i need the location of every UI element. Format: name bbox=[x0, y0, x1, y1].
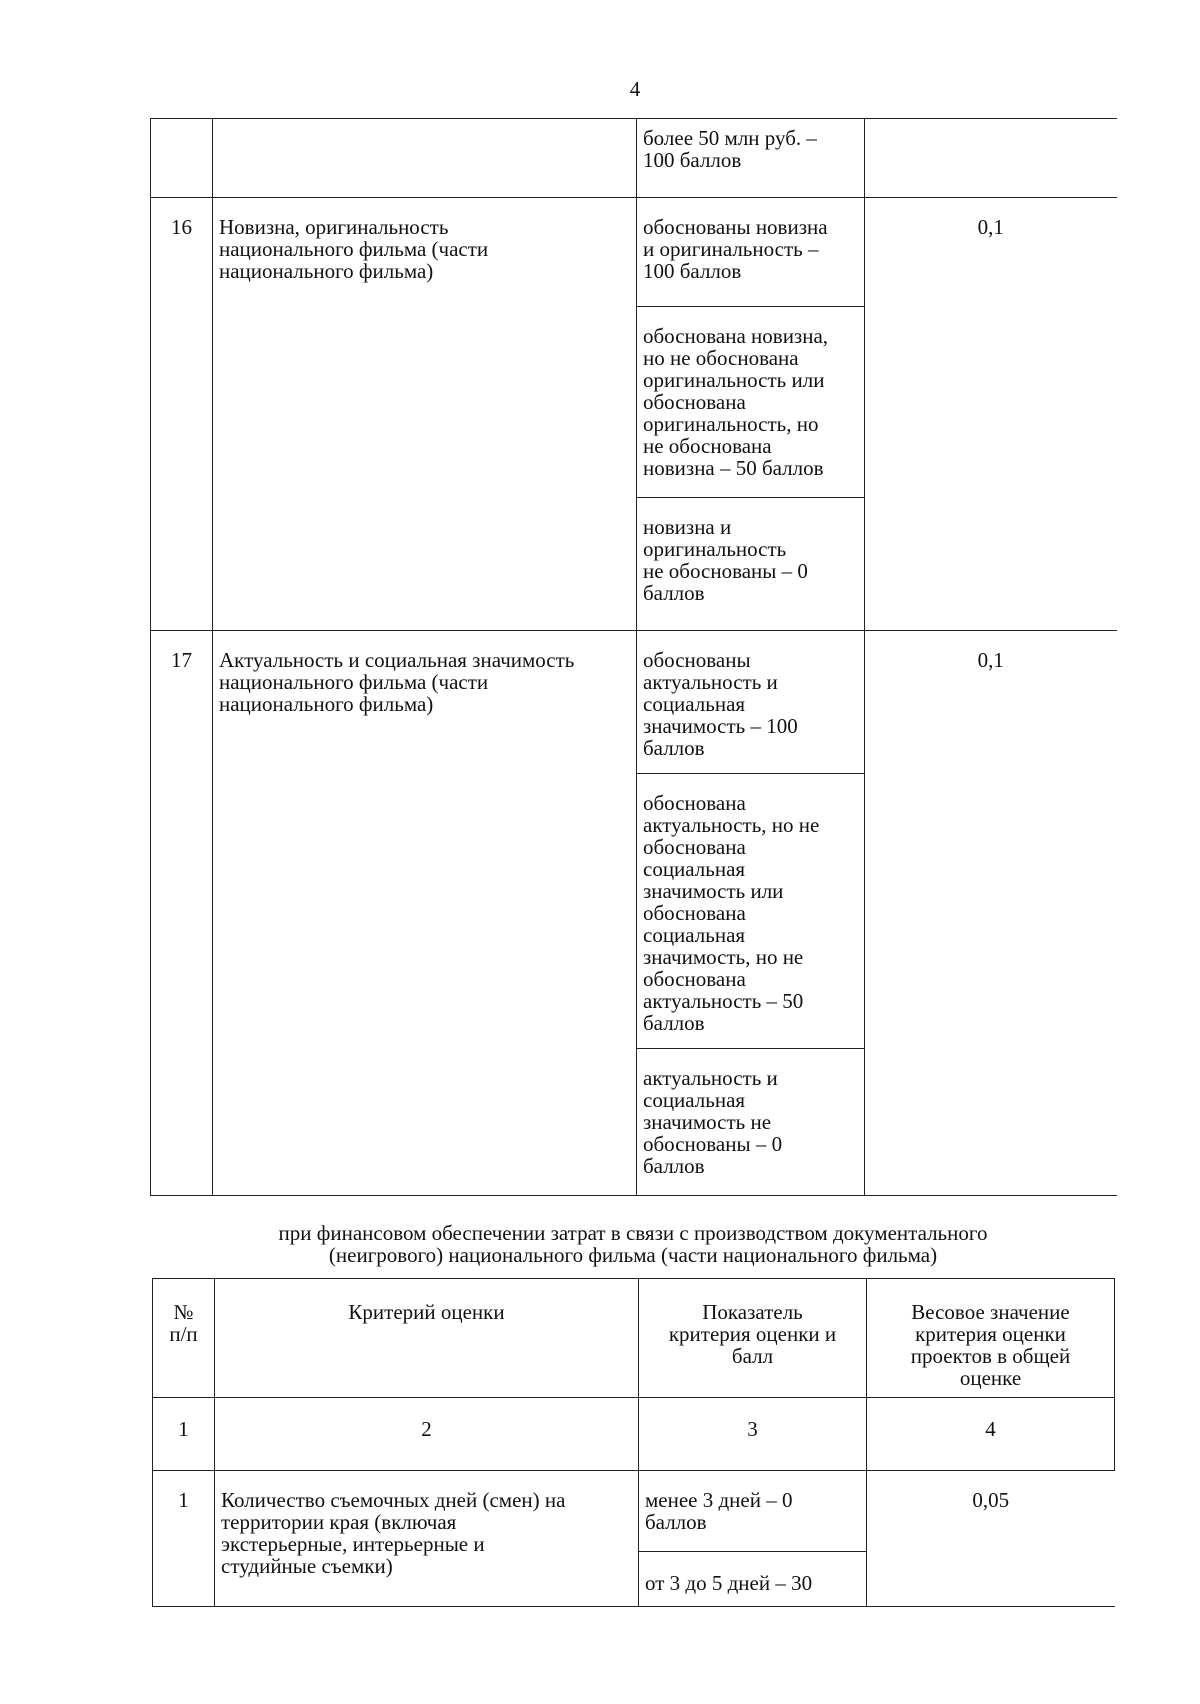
criterion-cell bbox=[215, 1471, 639, 1607]
section-title bbox=[150, 1222, 1116, 1266]
header-text: Критерий оценки bbox=[348, 1300, 505, 1324]
header-cell-criterion bbox=[215, 1279, 639, 1398]
header-cell-weight bbox=[867, 1279, 1115, 1398]
index-cell: 1 bbox=[153, 1398, 215, 1471]
criterion-text: Актуальность и социальная значимость национального фильма (части национального фильма) bbox=[219, 648, 575, 716]
criteria-table-feature bbox=[150, 118, 1117, 1196]
criterion-cell bbox=[213, 631, 637, 1196]
table-row bbox=[151, 119, 1117, 198]
table-header-row bbox=[153, 1279, 1115, 1398]
header-text: Весовое значение критерия оценки проектов в общей оценке bbox=[910, 1300, 1071, 1390]
indicator-text: обоснованы актуальность и социальная значимость – 100 баллов bbox=[643, 648, 798, 760]
weight-cell: 0,1 bbox=[865, 631, 1117, 1196]
indicator-text: более 50 млн руб. – 100 баллов bbox=[643, 126, 817, 172]
criteria-table-documentary bbox=[152, 1278, 1115, 1607]
indicator-cell bbox=[637, 774, 865, 1049]
indicator-text: обоснована новизна, но не обоснована оригинальность или обоснована оригинальность, но не обоснована новизна – 50 баллов bbox=[643, 324, 829, 480]
index-cell: 2 bbox=[215, 1398, 639, 1471]
indicator-text: от 3 до 5 дней – 30 bbox=[645, 1571, 813, 1595]
column-index-row bbox=[153, 1398, 1115, 1471]
header-cell-indicator bbox=[639, 1279, 867, 1398]
index-cell: 3 bbox=[639, 1398, 867, 1471]
table-row bbox=[153, 1471, 1115, 1552]
criterion-text: Количество съемочных дней (смен) на территории края (включая экстерьерные, интерьерные и студийные съемки) bbox=[221, 1488, 566, 1578]
indicator-text: обоснована актуальность, но не обоснована социальная значимость или обоснована социальная значимость, но не обоснована актуальность – 50 баллов bbox=[643, 791, 820, 1035]
section-title-text: при финансовом обеспечении затрат в связи с производством документального (неигрового) национального фильма (части национального фильма) bbox=[278, 1221, 988, 1267]
criterion-cell bbox=[213, 198, 637, 631]
indicator-cell bbox=[637, 119, 865, 198]
header-cell-number bbox=[153, 1279, 215, 1398]
indicator-cell bbox=[637, 307, 865, 498]
indicator-cell bbox=[637, 198, 865, 307]
page-number: 4 bbox=[629, 77, 641, 101]
indicator-cell bbox=[637, 498, 865, 631]
weight-cell: 0,1 bbox=[865, 198, 1117, 631]
row-number-cell: 1 bbox=[153, 1471, 215, 1607]
table-row bbox=[151, 198, 1117, 307]
criterion-cell bbox=[213, 119, 637, 198]
indicator-cell bbox=[639, 1552, 867, 1607]
indicator-text: менее 3 дней – 0 баллов bbox=[645, 1488, 793, 1534]
indicator-cell bbox=[639, 1471, 867, 1552]
indicator-text: актуальность и социальная значимость не обоснованы – 0 баллов bbox=[643, 1066, 783, 1178]
header-text: Показатель критерия оценки и балл bbox=[668, 1300, 837, 1368]
row-number-cell: 17 bbox=[151, 631, 213, 1196]
indicator-cell bbox=[637, 631, 865, 774]
indicator-text: обоснованы новизна и оригинальность – 100 баллов bbox=[643, 215, 828, 283]
row-number-cell: 16 bbox=[151, 198, 213, 631]
index-cell: 4 bbox=[867, 1398, 1115, 1471]
row-number-cell bbox=[151, 119, 213, 198]
header-text: № п/п bbox=[169, 1300, 198, 1346]
table-row bbox=[151, 631, 1117, 774]
criterion-text: Новизна, оригинальность национального фильма (части национального фильма) bbox=[219, 215, 489, 283]
weight-cell: 0,05 bbox=[867, 1471, 1115, 1607]
weight-cell bbox=[865, 119, 1117, 198]
indicator-cell bbox=[637, 1049, 865, 1196]
indicator-text: новизна и оригинальность не обоснованы – 0 баллов bbox=[643, 515, 808, 605]
